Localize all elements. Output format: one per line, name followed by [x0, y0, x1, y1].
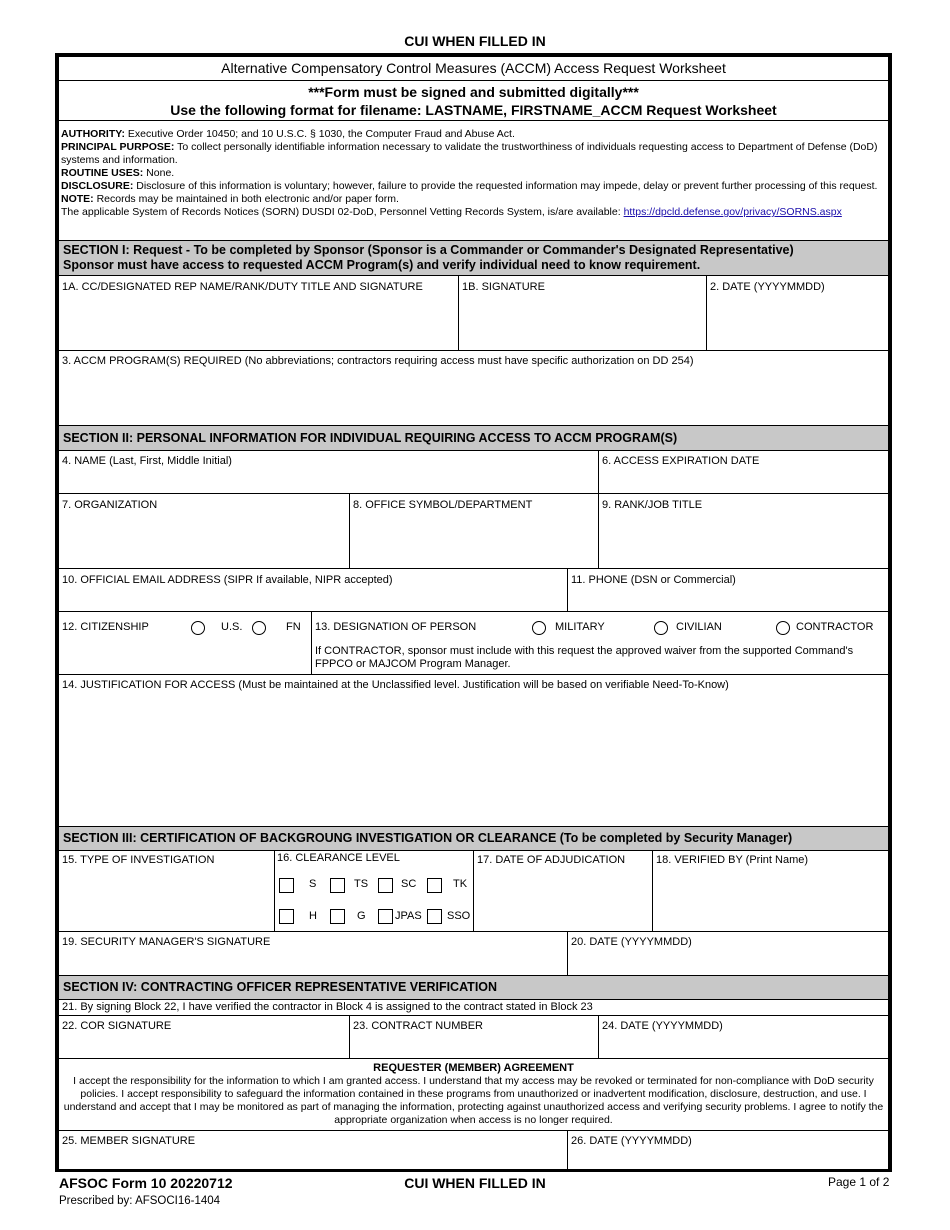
clearance-tk-checkbox[interactable] [427, 878, 442, 893]
field-16-clearance [274, 850, 474, 932]
field-20-label: 20. DATE (YYYYMMDD) [571, 936, 692, 948]
field-2[interactable] [706, 275, 889, 351]
designation-civilian-radio[interactable] [654, 621, 668, 635]
field-2-label: 2. DATE (YYYYMMDD) [710, 281, 825, 293]
section-1-title: SECTION I: Request - To be completed by Sponsor (Sponsor is a Commander or Commander's Designated Representative) [63, 243, 794, 257]
contractor-note: If CONTRACTOR, sponsor must include with this request the approved waiver from the supported Command's FPPCO or MAJCOM Program Manager. [315, 645, 854, 670]
clearance-g-label: G [357, 910, 366, 922]
sorn-statement: The applicable System of Records Notices (SORN) DUSDI 02-DoD, Personnel Vetting Records System, is/are available: https://dpcld.defense.gov/privacy/SORNS.aspx [61, 206, 842, 218]
prescribed-by: Prescribed by: AFSOCI16-1404 [59, 1195, 221, 1207]
section-1-header [58, 240, 889, 276]
principal-purpose-statement: PRINCIPAL PURPOSE: To collect personally identifiable information necessary to validate the trustworthiness of individuals requesting access to Department of Defense (DoD) systems and information. [61, 141, 878, 166]
designation-military-radio[interactable] [532, 621, 546, 635]
designation-contractor-radio[interactable] [776, 621, 790, 635]
field-23[interactable] [349, 1015, 599, 1059]
page-number: Page 1 of 2 [828, 1175, 890, 1189]
clearance-g-checkbox[interactable] [330, 909, 345, 924]
field-10[interactable] [58, 568, 568, 612]
field-15[interactable] [58, 850, 275, 932]
field-21-label: 21. By signing Block 22, I have verified the contractor in Block 4 is assigned to the contract stated in Block 23 [62, 1001, 593, 1013]
cui-bottom-banner: CUI WHEN FILLED IN [404, 1175, 546, 1191]
section-3-title: SECTION III: CERTIFICATION OF BACKGROUNG INVESTIGATION OR CLEARANCE (To be completed by Security Manager) [63, 831, 793, 845]
clearance-ts-label: TS [354, 878, 369, 890]
field-11[interactable] [567, 568, 889, 612]
section-3-header [58, 826, 889, 851]
designation-contractor-label: CONTRACTOR [796, 621, 874, 633]
field-24[interactable] [598, 1015, 889, 1059]
field-15-label: 15. TYPE OF INVESTIGATION [62, 854, 215, 866]
field-22[interactable] [58, 1015, 350, 1059]
field-4[interactable] [58, 450, 599, 494]
clearance-s-checkbox[interactable] [279, 878, 294, 893]
requester-agreement [58, 1058, 889, 1131]
privacy-act-block [58, 120, 889, 241]
designation-civilian-label: CIVILIAN [676, 621, 722, 633]
disclosure-statement: DISCLOSURE: Disclosure of this information is voluntary; however, failure to provide the requested information may impede, delay or prevent further processing of this request. [61, 180, 878, 192]
form-id: AFSOC Form 10 20220712 [59, 1175, 233, 1191]
field-10-label: 10. OFFICIAL EMAIL ADDRESS (SIPR If available, NIPR accepted) [62, 574, 393, 586]
form-title: Alternative Compensatory Control Measures (ACCM) Access Request Worksheet [221, 60, 726, 76]
cui-top-banner: CUI WHEN FILLED IN [404, 33, 546, 49]
section-2-header [58, 425, 889, 451]
agreement-title: REQUESTER (MEMBER) AGREEMENT [373, 1062, 574, 1074]
citizenship-us-radio[interactable] [191, 621, 205, 635]
field-9-label: 9. RANK/JOB TITLE [602, 499, 703, 511]
notice-line-2: Use the following format for filename: LASTNAME, FIRSTNAME_ACCM Request Worksheet [170, 102, 777, 118]
field-17-label: 17. DATE OF ADJUDICATION [477, 854, 626, 866]
field-25[interactable] [58, 1130, 568, 1172]
clearance-sc-label: SC [401, 878, 417, 890]
sorn-link[interactable]: https://dpcld.defense.gov/privacy/SORNS.aspx [623, 206, 842, 218]
title-row [58, 56, 889, 81]
field-18-label: 18. VERIFIED BY (Print Name) [656, 854, 809, 866]
clearance-h-checkbox[interactable] [279, 909, 294, 924]
field-17[interactable] [473, 850, 653, 932]
designation-military-label: MILITARY [555, 621, 605, 633]
field-19[interactable] [58, 931, 568, 976]
field-7[interactable] [58, 493, 350, 569]
section-2-title: SECTION II: PERSONAL INFORMATION FOR INDIVIDUAL REQUIRING ACCESS TO ACCM PROGRAM(S) [63, 431, 678, 445]
field-3[interactable] [58, 350, 889, 426]
agreement-text: I accept the responsibility for the information to which I am granted access. I understand that my access may be revoked or terminated for non-compliance with DoD security policies. I accept responsibility to safeguard the information contained in these programs from unauthorized or inadvertent modification, disclosure, destruction, and use. I understand and accept that I may be monitored as part of managing the information, protecting against unauthorized access and verifying security problems. I agree to notify the appropriate organization when access is no longer required. [63, 1075, 884, 1126]
field-3-label: 3. ACCM PROGRAM(S) REQUIRED (No abbreviations; contractors requiring access must have specific authorization on DD 254) [62, 355, 694, 367]
field-8-label: 8. OFFICE SYMBOL/DEPARTMENT [353, 499, 533, 511]
clearance-h-label: H [309, 910, 317, 922]
field-7-label: 7. ORGANIZATION [62, 499, 158, 511]
section-1-subtitle: Sponsor must have access to requested ACCM Program(s) and verify individual need to know requirement. [63, 258, 701, 272]
notice-row [58, 80, 889, 121]
field-21 [58, 999, 889, 1016]
field-24-label: 24. DATE (YYYYMMDD) [602, 1020, 723, 1032]
field-23-label: 23. CONTRACT NUMBER [353, 1020, 483, 1032]
field-22-label: 22. COR SIGNATURE [62, 1020, 172, 1032]
field-12-citizenship [58, 611, 312, 675]
field-20[interactable] [567, 931, 889, 976]
field-18[interactable] [652, 850, 889, 932]
field-6[interactable] [598, 450, 889, 494]
field-1a-label: 1A. CC/DESIGNATED REP NAME/RANK/DUTY TITLE AND SIGNATURE [62, 281, 423, 293]
field-6-label: 6. ACCESS EXPIRATION DATE [602, 455, 760, 467]
clearance-tk-label: TK [453, 878, 468, 890]
field-1b[interactable] [458, 275, 707, 351]
field-13-designation [311, 611, 889, 675]
section-4-title: SECTION IV: CONTRACTING OFFICER REPRESENTATIVE VERIFICATION [63, 980, 498, 994]
field-13-label: 13. DESIGNATION OF PERSON [315, 621, 477, 633]
field-19-label: 19. SECURITY MANAGER'S SIGNATURE [62, 936, 271, 948]
note-statement: NOTE: Records may be maintained in both electronic and/or paper form. [61, 193, 399, 205]
field-8[interactable] [349, 493, 599, 569]
citizenship-us-label: U.S. [221, 621, 243, 633]
clearance-ts-checkbox[interactable] [330, 878, 345, 893]
citizenship-fn-label: FN [286, 621, 301, 633]
clearance-sso-label: SSO [447, 910, 471, 922]
clearance-sso-checkbox[interactable] [427, 909, 442, 924]
field-25-label: 25. MEMBER SIGNATURE [62, 1135, 196, 1147]
field-11-label: 11. PHONE (DSN or Commercial) [571, 574, 736, 586]
field-12-label: 12. CITIZENSHIP [62, 621, 149, 633]
field-26[interactable] [567, 1130, 889, 1172]
clearance-sc-checkbox[interactable] [378, 878, 393, 893]
section-4-header [58, 975, 889, 1000]
field-14-label: 14. JUSTIFICATION FOR ACCESS (Must be maintained at the Unclassified level. Justification will be based on verifiable Need-To-Know) [62, 679, 729, 691]
field-26-label: 26. DATE (YYYYMMDD) [571, 1135, 692, 1147]
citizenship-fn-radio[interactable] [252, 621, 266, 635]
field-9[interactable] [598, 493, 889, 569]
authority-statement: AUTHORITY: Executive Order 10450; and 10 U.S.C. § 1030, the Computer Fraud and Abuse Act. [61, 128, 515, 140]
field-14[interactable] [58, 674, 889, 827]
clearance-jpas-label: JPAS [395, 910, 422, 922]
field-1b-label: 1B. SIGNATURE [462, 281, 545, 293]
field-4-label: 4. NAME (Last, First, Middle Initial) [62, 455, 232, 467]
clearance-jpas-checkbox[interactable] [378, 909, 393, 924]
clearance-s-label: S [309, 878, 317, 890]
field-16-label: 16. CLEARANCE LEVEL [277, 852, 400, 864]
routine-uses-statement: ROUTINE USES: None. [61, 167, 175, 179]
field-1a[interactable] [58, 275, 459, 351]
notice-line-1: ***Form must be signed and submitted digitally*** [308, 84, 639, 100]
